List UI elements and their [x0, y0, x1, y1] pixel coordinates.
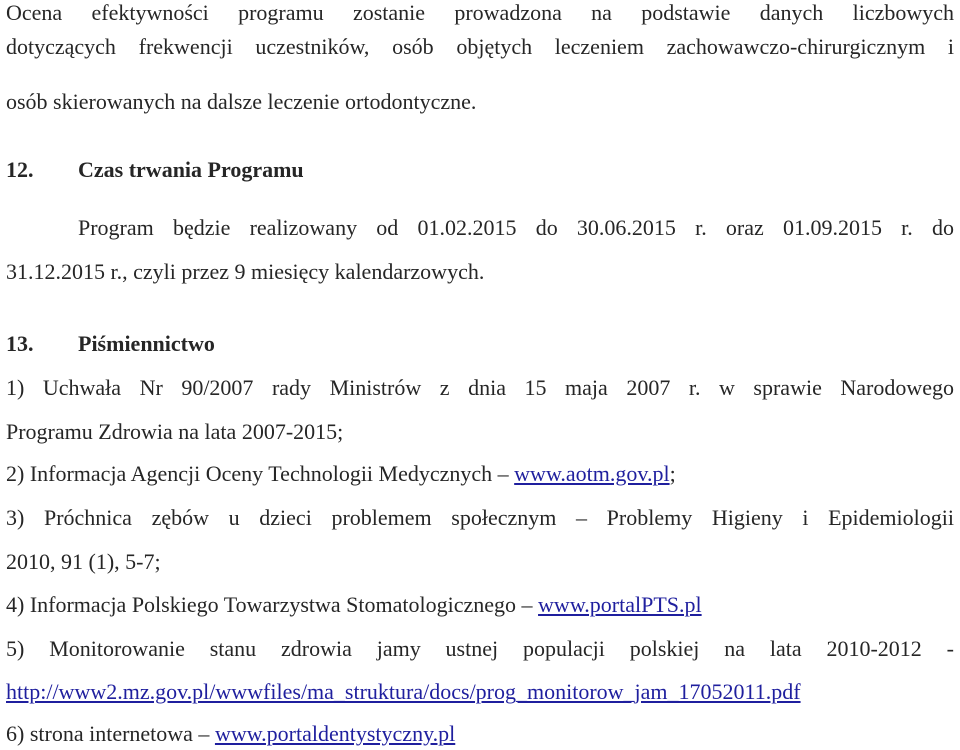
reference-1-line-1: 1) Uchwała Nr 90/2007 rady Ministrów z dnia 15 maja 2007 r. w sprawie Narodowego [6, 375, 954, 400]
reference-5-link[interactable]: http://www2.mz.gov.pl/wwwfiles/ma_struktura/docs/prog_monitorow_jam_17052011.pdf [6, 679, 801, 704]
reference-6 [6, 721, 455, 747]
reference-2-text: 2) Informacja Agencji Oceny Technologii Medycznych – [6, 461, 515, 486]
reference-4-link[interactable]: www.portalPTS.pl [538, 592, 702, 617]
reference-2-link[interactable]: www.aotm.gov.pl [514, 461, 670, 486]
reference-5-line-2 [6, 679, 801, 705]
reference-3-line-2: 2010, 91 (1), 5-7; [6, 549, 161, 574]
intro-line-2: dotyczących frekwencji uczestników, osób objętych leczeniem zachowawczo-chirurgicznym i [6, 34, 954, 59]
reference-1-line-2: Programu Zdrowia na lata 2007-2015; [6, 419, 344, 444]
reference-6-link[interactable]: www.portaldentystyczny.pl [214, 721, 456, 746]
reference-6-text: 6) strona internetowa – [6, 721, 215, 746]
section-12-line-2: 31.12.2015 r., czyli przez 9 miesięcy kalendarzowych. [6, 259, 485, 284]
section-13-number: 13. [6, 331, 34, 356]
intro-line-3: osób skierowanych na dalsze leczenie ortodontyczne. [6, 89, 477, 114]
section-13-heading [6, 331, 215, 357]
section-12-line-1: Program będzie realizowany od 01.02.2015 do 30.06.2015 r. oraz 01.09.2015 r. do [78, 215, 954, 240]
reference-5-line-1: 5) Monitorowanie stanu zdrowia jamy ustnej populacji polskiej na lata 2010-2012 - [6, 636, 954, 661]
reference-2 [6, 461, 676, 487]
reference-2-after: ; [669, 461, 676, 486]
section-12-title: Czas trwania Programu [78, 157, 304, 182]
section-12-number: 12. [6, 157, 34, 182]
section-13-title: Piśmiennictwo [78, 331, 215, 356]
reference-4 [6, 592, 702, 618]
reference-4-text: 4) Informacja Polskiego Towarzystwa Stomatologicznego – [6, 592, 539, 617]
section-12-heading [6, 157, 304, 183]
reference-3-line-1: 3) Próchnica zębów u dzieci problemem społecznym – Problemy Higieny i Epidemiologii [6, 505, 954, 530]
intro-line-1: Ocena efektywności programu zostanie prowadzona na podstawie danych liczbowych [6, 0, 954, 25]
